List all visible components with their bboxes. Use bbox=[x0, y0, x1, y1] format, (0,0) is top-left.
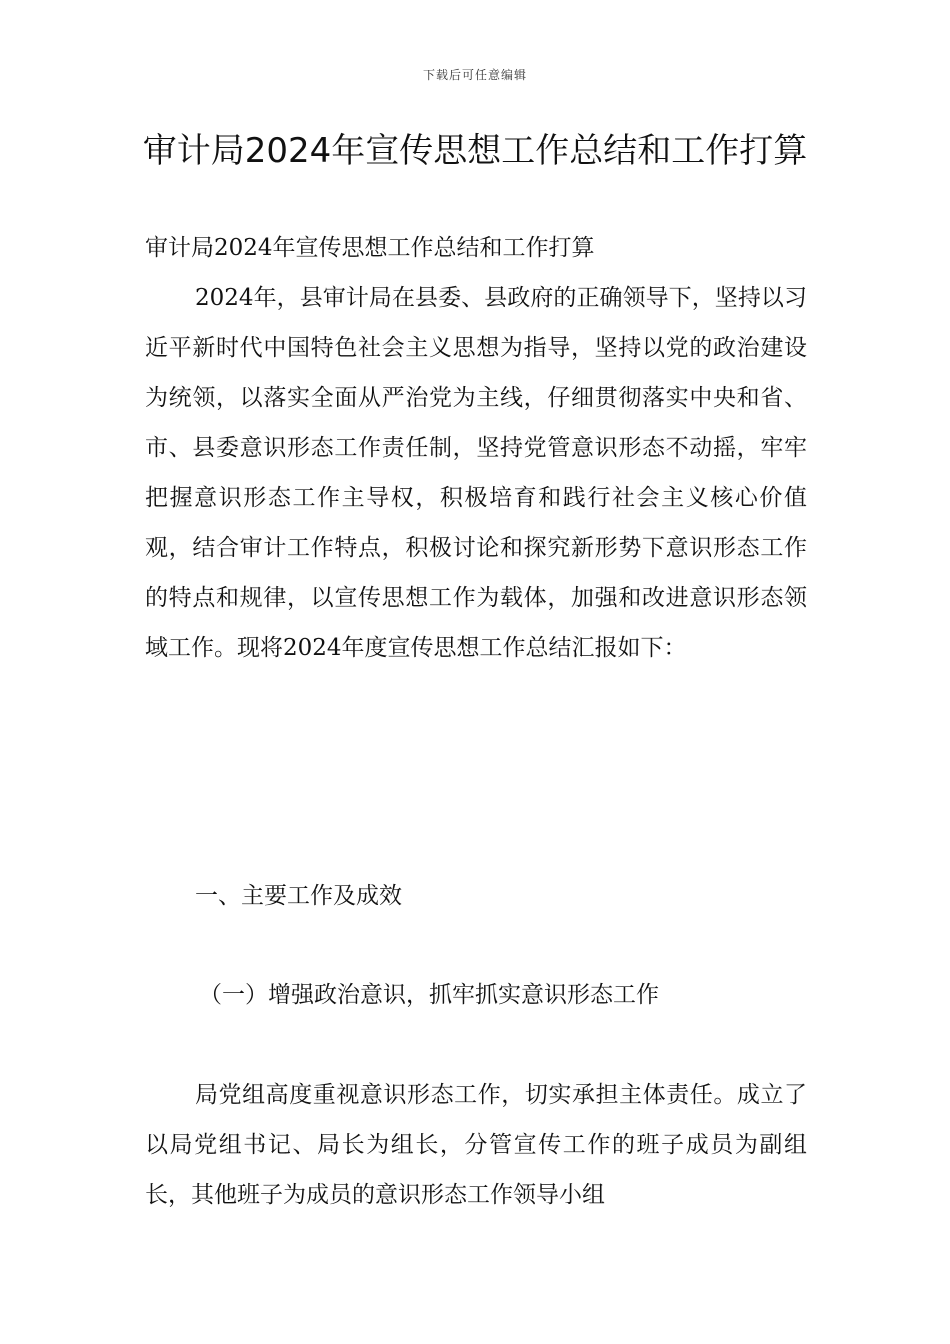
section-heading: 一、主要工作及成效 bbox=[195, 883, 402, 909]
body-paragraph: 局党组高度重视意识形态工作，切实承担主体责任。成立了以局党组书记、局长为组长，分管宣传工作的班子成员为副组长，其他班子为成员的意识形态工作领导小组 bbox=[145, 1082, 807, 1208]
intro-paragraph: 2024年，县审计局在县委、县政府的正确领导下，坚持以习近平新时代中国特色社会主义思想为指导，坚持以党的政治建设为统领，以落实全面从严治党为主线，仔细贯彻落实中央和省、市、县委意识形态工作责任制，坚持党管意识形态不动摇，牢牢把握意识形态工作主导权，积极培育和践行社会主义核心价值观，结合审计工作特点，积极讨论和探究新形势下意识形态工作的特点和规律，以宣传思想工作为载体，加强和改进意识形态领域工作。现将2024年度宣传思想工作总结汇报如下： bbox=[145, 285, 807, 661]
header-note: 下载后可任意编辑 bbox=[422, 68, 527, 82]
subtitle-line: 审计局2024年宣传思想工作总结和工作打算 bbox=[145, 235, 595, 261]
document-title: 审计局2024年宣传思想工作总结和工作打算 bbox=[142, 131, 808, 171]
subsection-heading: （一）增强政治意识，抓牢抓实意识形态工作 bbox=[199, 982, 659, 1008]
